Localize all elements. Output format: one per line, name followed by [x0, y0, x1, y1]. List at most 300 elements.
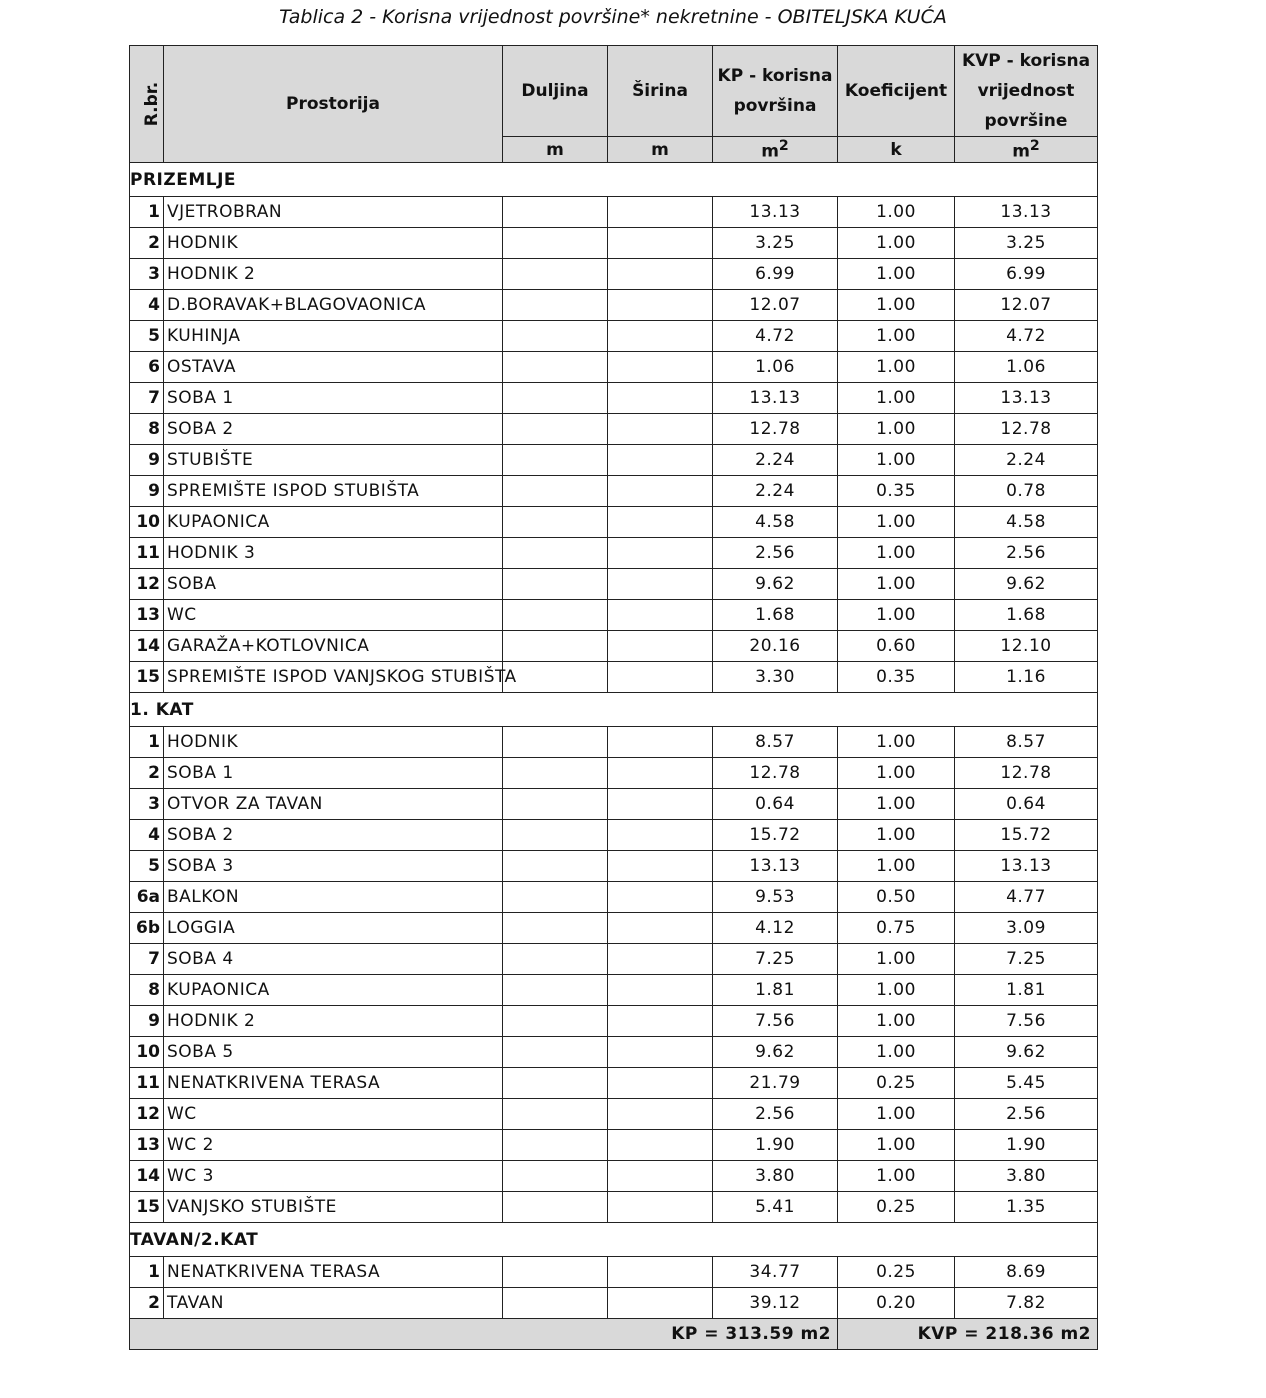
- row-number: 15: [130, 662, 164, 693]
- kvp-value: 3.09: [955, 913, 1098, 944]
- row-number: 10: [130, 507, 164, 538]
- koef-value: 0.20: [838, 1288, 955, 1319]
- duljina-cell: [503, 259, 608, 290]
- kp-value: 13.13: [713, 197, 838, 228]
- row-number: 6b: [130, 913, 164, 944]
- koef-value: 1.00: [838, 228, 955, 259]
- room-name: NENATKRIVENA TERASA: [164, 1068, 503, 1099]
- room-name: HODNIK 2: [164, 259, 503, 290]
- sirina-cell: [608, 1192, 713, 1223]
- koef-value: 0.35: [838, 662, 955, 693]
- kvp-value: 9.62: [955, 1037, 1098, 1068]
- kvp-value: 4.72: [955, 321, 1098, 352]
- table-row: [130, 476, 1098, 507]
- room-name: WC 3: [164, 1161, 503, 1192]
- row-number: 2: [130, 758, 164, 789]
- table-row: [130, 414, 1098, 445]
- duljina-cell: [503, 507, 608, 538]
- header-kp-line2: površina: [733, 96, 817, 116]
- sirina-cell: [608, 197, 713, 228]
- kvp-value: 7.82: [955, 1288, 1098, 1319]
- table-row: [130, 913, 1098, 944]
- kp-value: 12.78: [713, 758, 838, 789]
- header-kp: [713, 46, 838, 137]
- sirina-cell: [608, 538, 713, 569]
- sirina-cell: [608, 975, 713, 1006]
- row-number: 15: [130, 1192, 164, 1223]
- room-name: D.BORAVAK+BLAGOVAONICA: [164, 290, 503, 321]
- row-number: 11: [130, 1068, 164, 1099]
- kvp-value: 7.56: [955, 1006, 1098, 1037]
- room-name: SOBA 2: [164, 414, 503, 445]
- duljina-cell: [503, 569, 608, 600]
- kp-value: 2.24: [713, 445, 838, 476]
- koef-value: 0.25: [838, 1192, 955, 1223]
- duljina-cell: [503, 1006, 608, 1037]
- table-row: [130, 569, 1098, 600]
- section-title: TAVAN/2.KAT: [130, 1223, 1098, 1257]
- kp-value: 9.62: [713, 569, 838, 600]
- sirina-cell: [608, 259, 713, 290]
- kvp-value: 12.07: [955, 290, 1098, 321]
- row-number: 7: [130, 383, 164, 414]
- kp-value: 21.79: [713, 1068, 838, 1099]
- room-name: SOBA: [164, 569, 503, 600]
- room-name: VJETROBRAN: [164, 197, 503, 228]
- row-number: 3: [130, 259, 164, 290]
- unit-sirina: m: [608, 137, 713, 163]
- room-name: SOBA 3: [164, 851, 503, 882]
- row-number: 9: [130, 476, 164, 507]
- unit-kvp-base: m: [1012, 141, 1030, 162]
- duljina-cell: [503, 538, 608, 569]
- sirina-cell: [608, 758, 713, 789]
- header-kvp-line2: vrijednost: [977, 81, 1075, 101]
- kvp-value: 7.25: [955, 944, 1098, 975]
- koef-value: 1.00: [838, 1099, 955, 1130]
- room-name: WC 2: [164, 1130, 503, 1161]
- koef-value: 0.35: [838, 476, 955, 507]
- koef-value: 1.00: [838, 569, 955, 600]
- kvp-value: 1.06: [955, 352, 1098, 383]
- table-row: [130, 507, 1098, 538]
- sirina-cell: [608, 1257, 713, 1288]
- kp-value: 1.90: [713, 1130, 838, 1161]
- sirina-cell: [608, 445, 713, 476]
- koef-value: 1.00: [838, 259, 955, 290]
- table-row: [130, 1130, 1098, 1161]
- duljina-cell: [503, 197, 608, 228]
- row-number: 1: [130, 1257, 164, 1288]
- duljina-cell: [503, 383, 608, 414]
- header-rbr-label: R.br.: [142, 81, 163, 127]
- table-title: Tablica 2 - Korisna vrijednost površine* nekretnine - OBITELJSKA KUĆA: [279, 6, 947, 28]
- row-number: 13: [130, 600, 164, 631]
- sirina-cell: [608, 228, 713, 259]
- kp-value: 7.25: [713, 944, 838, 975]
- section-row: [130, 693, 1098, 727]
- sirina-cell: [608, 1068, 713, 1099]
- koef-value: 1.00: [838, 944, 955, 975]
- kp-value: 2.56: [713, 1099, 838, 1130]
- row-number: 11: [130, 538, 164, 569]
- koef-value: 1.00: [838, 727, 955, 758]
- koef-value: 0.50: [838, 882, 955, 913]
- sirina-cell: [608, 1006, 713, 1037]
- row-number: 9: [130, 1006, 164, 1037]
- room-name: HODNIK: [164, 228, 503, 259]
- table-row: [130, 727, 1098, 758]
- kvp-value: 12.78: [955, 758, 1098, 789]
- koef-value: 1.00: [838, 414, 955, 445]
- row-number: 2: [130, 228, 164, 259]
- room-name: VANJSKO STUBIŠTE: [164, 1192, 503, 1223]
- kvp-value: 3.25: [955, 228, 1098, 259]
- table-row: [130, 882, 1098, 913]
- table-row: [130, 600, 1098, 631]
- kp-value: 3.80: [713, 1161, 838, 1192]
- totals-row: [130, 1319, 1098, 1350]
- kvp-value: 8.57: [955, 727, 1098, 758]
- sirina-cell: [608, 1288, 713, 1319]
- row-number: 12: [130, 1099, 164, 1130]
- sirina-cell: [608, 1037, 713, 1068]
- header-kvp: [955, 46, 1098, 137]
- row-number: 2: [130, 1288, 164, 1319]
- room-name: LOGGIA: [164, 913, 503, 944]
- koef-value: 1.00: [838, 197, 955, 228]
- sirina-cell: [608, 944, 713, 975]
- koef-value: 1.00: [838, 290, 955, 321]
- table-row: [130, 538, 1098, 569]
- table-row: [130, 383, 1098, 414]
- kp-value: 9.62: [713, 1037, 838, 1068]
- koef-value: 1.00: [838, 445, 955, 476]
- duljina-cell: [503, 1130, 608, 1161]
- room-name: KUPAONICA: [164, 507, 503, 538]
- duljina-cell: [503, 662, 608, 693]
- duljina-cell: [503, 1068, 608, 1099]
- duljina-cell: [503, 352, 608, 383]
- room-name: OTVOR ZA TAVAN: [164, 789, 503, 820]
- koef-value: 1.00: [838, 1130, 955, 1161]
- kp-value: 20.16: [713, 631, 838, 662]
- koef-value: 1.00: [838, 321, 955, 352]
- kp-value: 15.72: [713, 820, 838, 851]
- kvp-value: 2.56: [955, 1099, 1098, 1130]
- koef-value: 1.00: [838, 1161, 955, 1192]
- duljina-cell: [503, 321, 608, 352]
- kvp-value: 2.56: [955, 538, 1098, 569]
- sirina-cell: [608, 851, 713, 882]
- room-name: BALKON: [164, 882, 503, 913]
- duljina-cell: [503, 631, 608, 662]
- row-number: 6a: [130, 882, 164, 913]
- header-sirina: Širina: [608, 46, 713, 137]
- row-number: 14: [130, 1161, 164, 1192]
- duljina-cell: [503, 851, 608, 882]
- kvp-value: 6.99: [955, 259, 1098, 290]
- table-row: [130, 290, 1098, 321]
- kp-value: 1.06: [713, 352, 838, 383]
- area-table: [129, 45, 1098, 1350]
- table-row: [130, 1037, 1098, 1068]
- table-row: [130, 197, 1098, 228]
- header-prostorija: Prostorija: [164, 46, 503, 163]
- kp-value: 8.57: [713, 727, 838, 758]
- unit-kvp: [955, 137, 1098, 163]
- total-kp: KP = 313.59 m2: [130, 1319, 838, 1350]
- sirina-cell: [608, 727, 713, 758]
- section-row: [130, 163, 1098, 197]
- kp-value: 7.56: [713, 1006, 838, 1037]
- koef-value: 1.00: [838, 352, 955, 383]
- kvp-value: 8.69: [955, 1257, 1098, 1288]
- table-row: [130, 259, 1098, 290]
- kvp-value: 12.10: [955, 631, 1098, 662]
- table-row: [130, 1192, 1098, 1223]
- kvp-value: 3.80: [955, 1161, 1098, 1192]
- table-row: [130, 1288, 1098, 1319]
- duljina-cell: [503, 820, 608, 851]
- kp-value: 2.56: [713, 538, 838, 569]
- duljina-cell: [503, 882, 608, 913]
- kp-value: 1.81: [713, 975, 838, 1006]
- row-number: 9: [130, 445, 164, 476]
- room-name: KUPAONICA: [164, 975, 503, 1006]
- table-row: [130, 975, 1098, 1006]
- koef-value: 1.00: [838, 758, 955, 789]
- table-row: [130, 944, 1098, 975]
- table-row: [130, 820, 1098, 851]
- kp-value: 3.30: [713, 662, 838, 693]
- row-number: 14: [130, 631, 164, 662]
- room-name: TAVAN: [164, 1288, 503, 1319]
- row-number: 4: [130, 290, 164, 321]
- room-name: SPREMIŠTE ISPOD STUBIŠTA: [164, 476, 503, 507]
- room-name: HODNIK 3: [164, 538, 503, 569]
- sirina-cell: [608, 631, 713, 662]
- duljina-cell: [503, 1192, 608, 1223]
- sirina-cell: [608, 476, 713, 507]
- room-name: SOBA 1: [164, 383, 503, 414]
- kvp-value: 1.16: [955, 662, 1098, 693]
- kp-value: 0.64: [713, 789, 838, 820]
- row-number: 8: [130, 975, 164, 1006]
- duljina-cell: [503, 944, 608, 975]
- koef-value: 0.25: [838, 1068, 955, 1099]
- koef-value: 1.00: [838, 383, 955, 414]
- unit-kp-base: m: [761, 141, 779, 162]
- row-number: 10: [130, 1037, 164, 1068]
- duljina-cell: [503, 1037, 608, 1068]
- room-name: NENATKRIVENA TERASA: [164, 1257, 503, 1288]
- duljina-cell: [503, 414, 608, 445]
- room-name: SPREMIŠTE ISPOD VANJSKOG STUBIŠTA: [164, 662, 503, 693]
- sirina-cell: [608, 789, 713, 820]
- unit-duljina: m: [503, 137, 608, 163]
- table-row: [130, 631, 1098, 662]
- kp-value: 12.07: [713, 290, 838, 321]
- table-row: [130, 758, 1098, 789]
- kvp-value: 1.81: [955, 975, 1098, 1006]
- unit-kp-sup: 2: [778, 137, 789, 154]
- unit-kp: [713, 137, 838, 163]
- table-row: [130, 1006, 1098, 1037]
- total-kvp: KVP = 218.36 m2: [838, 1319, 1098, 1350]
- table-row: [130, 789, 1098, 820]
- sirina-cell: [608, 1161, 713, 1192]
- duljina-cell: [503, 789, 608, 820]
- table-row: [130, 1161, 1098, 1192]
- koef-value: 1.00: [838, 507, 955, 538]
- kp-value: 6.99: [713, 259, 838, 290]
- duljina-cell: [503, 1288, 608, 1319]
- sirina-cell: [608, 352, 713, 383]
- duljina-cell: [503, 1099, 608, 1130]
- kp-value: 34.77: [713, 1257, 838, 1288]
- duljina-cell: [503, 1161, 608, 1192]
- kvp-value: 0.78: [955, 476, 1098, 507]
- room-name: SOBA 4: [164, 944, 503, 975]
- kvp-value: 5.45: [955, 1068, 1098, 1099]
- section-title: PRIZEMLJE: [130, 163, 1098, 197]
- room-name: KUHINJA: [164, 321, 503, 352]
- unit-kvp-sup: 2: [1029, 137, 1040, 154]
- koef-value: 0.25: [838, 1257, 955, 1288]
- room-name: STUBIŠTE: [164, 445, 503, 476]
- row-number: 5: [130, 851, 164, 882]
- koef-value: 1.00: [838, 600, 955, 631]
- kp-value: 4.72: [713, 321, 838, 352]
- kp-value: 4.12: [713, 913, 838, 944]
- row-number: 8: [130, 414, 164, 445]
- table-row: [130, 445, 1098, 476]
- row-number: 7: [130, 944, 164, 975]
- kp-value: 2.24: [713, 476, 838, 507]
- room-name: SOBA 5: [164, 1037, 503, 1068]
- section-title: 1. KAT: [130, 693, 1098, 727]
- row-number: 1: [130, 727, 164, 758]
- table-row: [130, 321, 1098, 352]
- sirina-cell: [608, 383, 713, 414]
- kvp-value: 12.78: [955, 414, 1098, 445]
- header-koeficijent: Koeficijent: [838, 46, 955, 137]
- kvp-value: 0.64: [955, 789, 1098, 820]
- koef-value: 1.00: [838, 789, 955, 820]
- room-name: WC: [164, 600, 503, 631]
- sirina-cell: [608, 414, 713, 445]
- sirina-cell: [608, 820, 713, 851]
- kvp-value: 13.13: [955, 851, 1098, 882]
- table-row: [130, 352, 1098, 383]
- kvp-value: 1.68: [955, 600, 1098, 631]
- koef-value: 1.00: [838, 538, 955, 569]
- table-row: [130, 1257, 1098, 1288]
- room-name: WC: [164, 1099, 503, 1130]
- kvp-value: 9.62: [955, 569, 1098, 600]
- kvp-value: 4.58: [955, 507, 1098, 538]
- koef-value: 0.75: [838, 913, 955, 944]
- sirina-cell: [608, 913, 713, 944]
- table-row: [130, 1068, 1098, 1099]
- kp-value: 13.13: [713, 851, 838, 882]
- row-number: 5: [130, 321, 164, 352]
- koef-value: 1.00: [838, 1037, 955, 1068]
- row-number: 13: [130, 1130, 164, 1161]
- sirina-cell: [608, 882, 713, 913]
- kp-value: 5.41: [713, 1192, 838, 1223]
- sirina-cell: [608, 507, 713, 538]
- koef-value: 1.00: [838, 820, 955, 851]
- table-row: [130, 1099, 1098, 1130]
- table-row: [130, 851, 1098, 882]
- row-number: 6: [130, 352, 164, 383]
- room-name: SOBA 2: [164, 820, 503, 851]
- kp-value: 13.13: [713, 383, 838, 414]
- room-name: OSTAVA: [164, 352, 503, 383]
- duljina-cell: [503, 758, 608, 789]
- duljina-cell: [503, 913, 608, 944]
- koef-value: 1.00: [838, 1006, 955, 1037]
- duljina-cell: [503, 290, 608, 321]
- room-name: SOBA 1: [164, 758, 503, 789]
- row-number: 12: [130, 569, 164, 600]
- sirina-cell: [608, 662, 713, 693]
- header-kp-line1: KP - korisna: [717, 66, 833, 86]
- header-kvp-line1: KVP - korisna: [961, 51, 1091, 71]
- room-name: HODNIK: [164, 727, 503, 758]
- table-row: [130, 662, 1098, 693]
- kp-value: 39.12: [713, 1288, 838, 1319]
- duljina-cell: [503, 975, 608, 1006]
- kp-value: 4.58: [713, 507, 838, 538]
- kvp-value: 13.13: [955, 383, 1098, 414]
- duljina-cell: [503, 1257, 608, 1288]
- kvp-value: 1.35: [955, 1192, 1098, 1223]
- duljina-cell: [503, 228, 608, 259]
- koef-value: 0.60: [838, 631, 955, 662]
- table-body: [130, 163, 1098, 1319]
- kvp-value: 4.77: [955, 882, 1098, 913]
- kp-value: 3.25: [713, 228, 838, 259]
- room-name: HODNIK 2: [164, 1006, 503, 1037]
- room-name: GARAŽA+KOTLOVNICA: [164, 631, 503, 662]
- kvp-value: 13.13: [955, 197, 1098, 228]
- koef-value: 1.00: [838, 851, 955, 882]
- kvp-value: 1.90: [955, 1130, 1098, 1161]
- kp-value: 1.68: [713, 600, 838, 631]
- duljina-cell: [503, 476, 608, 507]
- row-number: 4: [130, 820, 164, 851]
- kvp-value: 2.24: [955, 445, 1098, 476]
- row-number: 3: [130, 789, 164, 820]
- duljina-cell: [503, 600, 608, 631]
- header-kvp-line3: površine: [984, 111, 1068, 131]
- header-duljina: Duljina: [503, 46, 608, 137]
- table-row: [130, 228, 1098, 259]
- row-number: 1: [130, 197, 164, 228]
- sirina-cell: [608, 569, 713, 600]
- duljina-cell: [503, 727, 608, 758]
- section-row: [130, 1223, 1098, 1257]
- header-rbr: [130, 46, 164, 163]
- sirina-cell: [608, 290, 713, 321]
- sirina-cell: [608, 321, 713, 352]
- kp-value: 9.53: [713, 882, 838, 913]
- sirina-cell: [608, 600, 713, 631]
- kvp-value: 15.72: [955, 820, 1098, 851]
